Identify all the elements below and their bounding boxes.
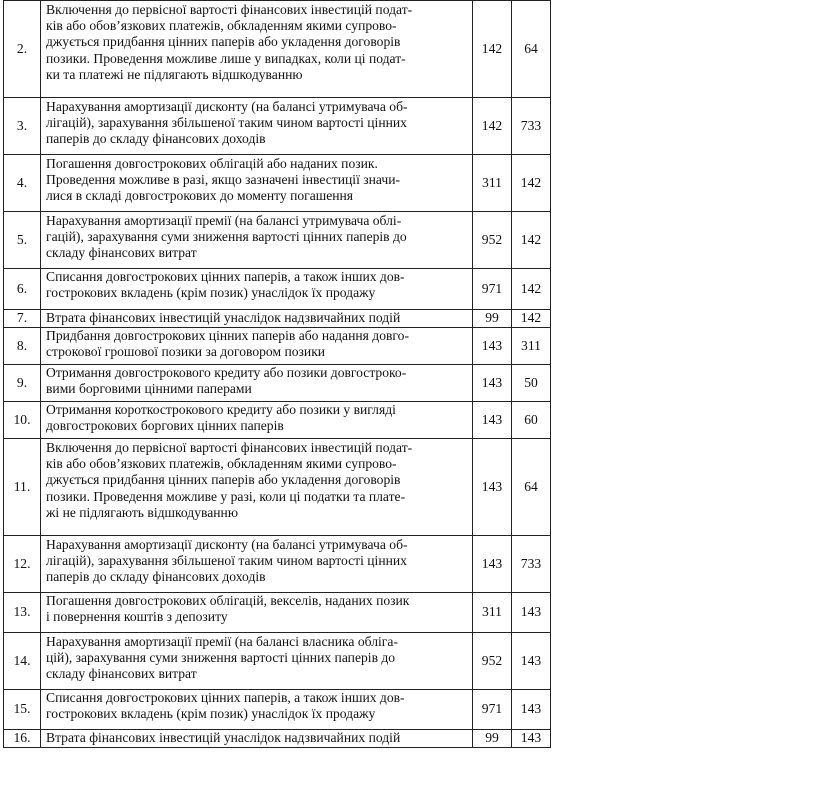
description-line: ків або обов’язкових платежів, обкладенням якими супрово- [46,456,397,472]
operation-description [41,98,473,155]
description-line: гацій), зарахування суми зниження вартості цінних паперів до [46,229,407,245]
description-line: Втрата фінансових інвестицій унаслідок надзвичайних подій [46,310,401,325]
description-line: Погашення довгострокових облігацій, векселів, наданих позик [46,593,410,608]
row-number: 7. [4,310,41,328]
debit-account: 143 [473,536,512,593]
table-row [4,536,551,593]
table-row [4,633,551,690]
description-line: жі не підлягають відшкодуванню [46,504,238,520]
row-number: 15. [4,690,41,730]
debit-account: 971 [473,690,512,730]
debit-account: 142 [473,1,512,98]
credit-account: 143 [512,690,551,730]
credit-account: 64 [512,1,551,98]
row-number: 11. [4,439,41,536]
description-line: Нарахування амортизації премії (на балансі утримувача облі- [46,213,402,228]
table-row [4,402,551,439]
row-number: 3. [4,98,41,155]
description-line: паперів до складу фінансових доходів [46,569,266,585]
credit-account: 733 [512,536,551,593]
description-line: Списання довгострокових цінних паперів, а також інших дов- [46,269,405,284]
operation-description [41,212,473,269]
table-row [4,155,551,212]
debit-account: 143 [473,328,512,365]
table-row [4,310,551,328]
description-line: джується придбання цінних паперів або укладення договорів [46,34,401,50]
table-body [4,1,551,748]
debit-account: 99 [473,310,512,328]
credit-account: 64 [512,439,551,536]
description-line: гострокових вкладень (крім позик) унаслідок їх продажу [46,706,376,722]
table-row [4,98,551,155]
row-number: 13. [4,593,41,633]
operation-description [41,730,473,748]
debit-account: 143 [473,365,512,402]
description-line: Втрата фінансових інвестицій унаслідок надзвичайних подій [46,730,401,745]
row-number: 14. [4,633,41,690]
debit-account: 143 [473,439,512,536]
description-line: лігацій), зарахування збільшеної таким чином вартості цінних [46,115,407,131]
description-line: ків або обов’язкових платежів, обкладенням якими супрово- [46,18,397,34]
description-line: Нарахування амортизації дисконту (на балансі утримувача об- [46,99,408,114]
table-row [4,439,551,536]
description-line: Проведення можливе в разі, якщо зазначені інвестиції значи- [46,172,401,188]
description-line: довгострокових боргових цінних паперів [46,418,284,434]
operation-description [41,402,473,439]
credit-account: 143 [512,593,551,633]
row-number: 16. [4,730,41,748]
credit-account: 142 [512,310,551,328]
description-line: і повернення коштів з депозиту [46,609,228,625]
operation-description [41,269,473,310]
operation-description [41,536,473,593]
row-number: 9. [4,365,41,402]
credit-account: 142 [512,212,551,269]
row-number: 12. [4,536,41,593]
description-line: ки та платежі не підлягають відшкодуванню [46,66,303,82]
description-line: Нарахування амортизації премії (на балансі власника облігa- [46,634,398,649]
row-number: 2. [4,1,41,98]
description-line: лігацій), зарахування збільшеної таким чином вартості цінних [46,553,407,569]
description-line: цій), зарахування суми зниження вартості цінних паперів до [46,650,396,666]
table-row [4,328,551,365]
credit-account: 142 [512,269,551,310]
description-line: Погашення довгострокових облігацій або наданих позик. [46,156,378,171]
description-line: вими борговими цінними паперами [46,381,252,397]
description-line: Отримання короткострокового кредиту або позики у вигляді [46,402,396,417]
description-line: джується придбання цінних паперів або укладення договорів [46,472,401,488]
operation-description [41,690,473,730]
description-line: складу фінансових витрат [46,666,197,682]
operation-description [41,155,473,212]
credit-account: 311 [512,328,551,365]
description-line: гострокових вкладень (крім позик) унаслідок їх продажу [46,285,376,301]
description-line: паперів до складу фінансових доходів [46,131,266,147]
credit-account: 60 [512,402,551,439]
table-row [4,690,551,730]
debit-account: 311 [473,155,512,212]
description-line: строкової грошової позики за договором позики [46,344,326,360]
row-number: 6. [4,269,41,310]
credit-account: 143 [512,730,551,748]
operation-description [41,1,473,98]
accounting-entries-table [3,0,551,748]
table-row [4,212,551,269]
table-row [4,365,551,402]
debit-account: 311 [473,593,512,633]
description-line: Включення до первісної вартості фінансових інвестицій подат- [46,2,413,17]
debit-account: 99 [473,730,512,748]
operation-description [41,328,473,365]
table-row [4,269,551,310]
description-line: Отримання довгострокового кредиту або позики довгостроко- [46,365,407,380]
table-row [4,1,551,98]
description-line: Списання довгострокових цінних паперів, а також інших дов- [46,690,405,705]
operation-description [41,439,473,536]
row-number: 5. [4,212,41,269]
description-line: Нарахування амортизації дисконту (на балансі утримувача об- [46,537,408,552]
description-line: позики. Проведення можливе лише у випадках, коли ці подат- [46,50,406,66]
operation-description [41,593,473,633]
credit-account: 143 [512,633,551,690]
description-line: позики. Проведення можливе у разі, коли ці податки та плате- [46,488,406,504]
debit-account: 952 [473,212,512,269]
description-line: Придбання довгострокових цінних паперів або надання довго- [46,328,409,343]
description-line: лися в складі довгострокових до моменту погашення [46,188,354,204]
row-number: 8. [4,328,41,365]
table-row [4,593,551,633]
table-row [4,730,551,748]
row-number: 4. [4,155,41,212]
description-line: Включення до первісної вартості фінансових інвестицій подат- [46,440,413,455]
debit-account: 971 [473,269,512,310]
debit-account: 952 [473,633,512,690]
debit-account: 143 [473,402,512,439]
description-line: складу фінансових витрат [46,245,197,261]
credit-account: 142 [512,155,551,212]
operation-description [41,633,473,690]
credit-account: 50 [512,365,551,402]
credit-account: 733 [512,98,551,155]
row-number: 10. [4,402,41,439]
debit-account: 142 [473,98,512,155]
operation-description [41,365,473,402]
operation-description [41,310,473,328]
